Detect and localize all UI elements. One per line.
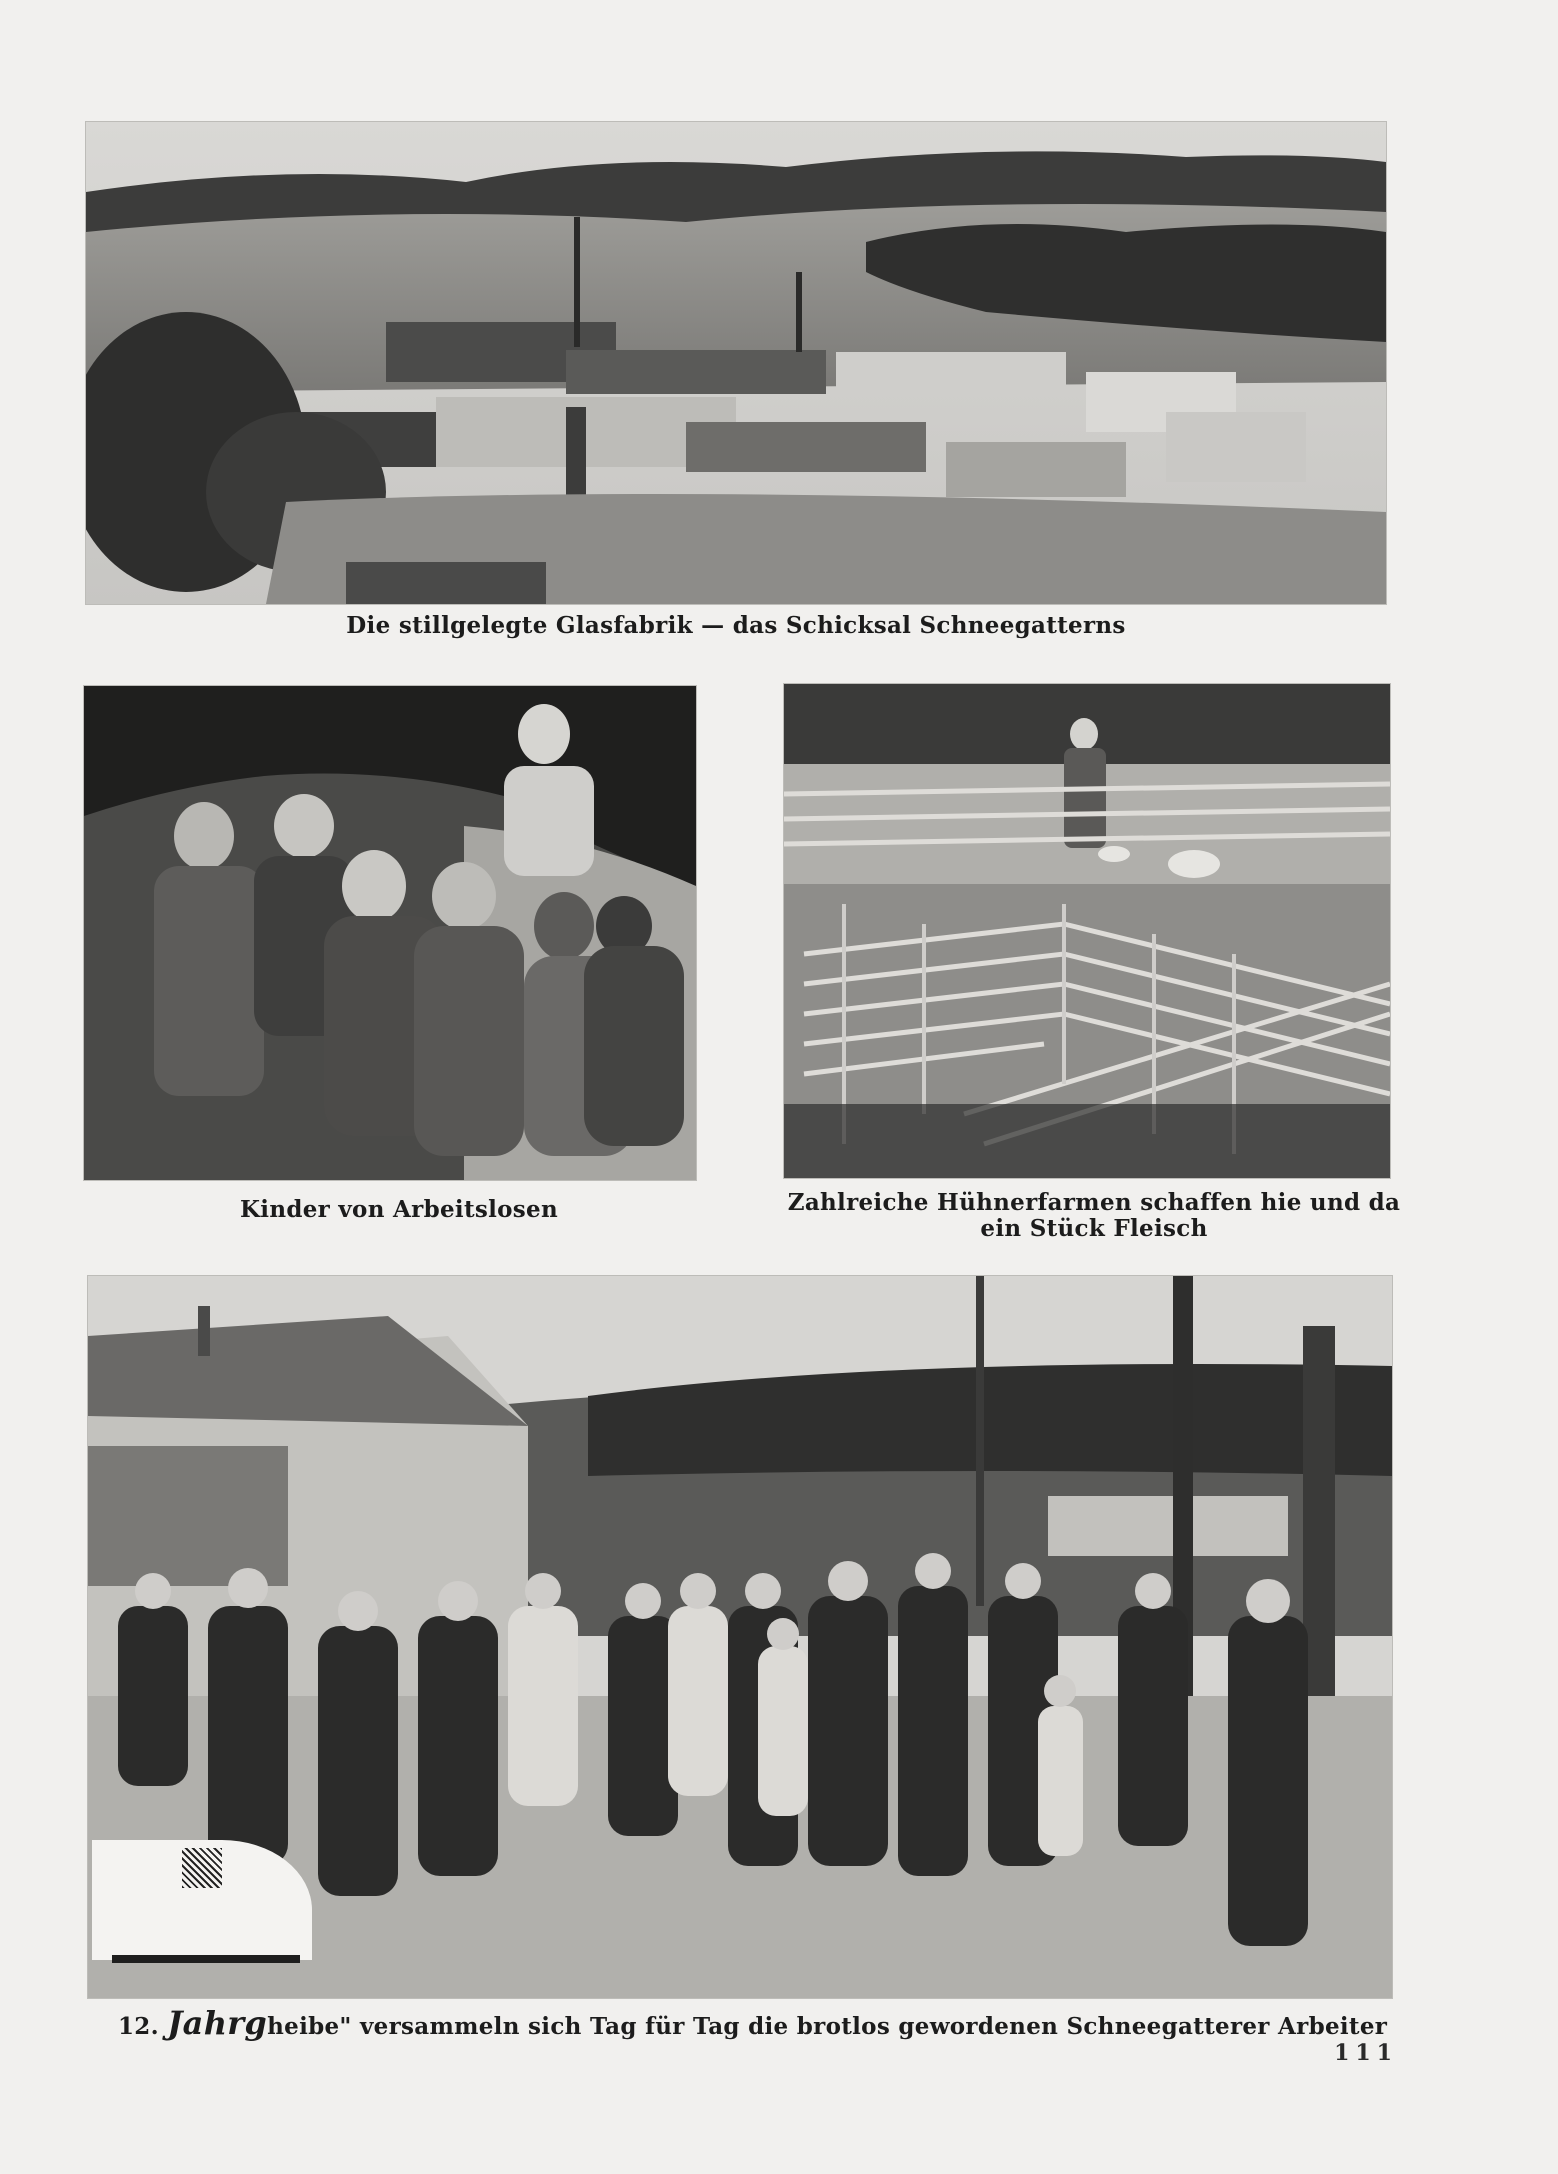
top-photo-caption: Die stillgelegte Glasfabrik — das Schicksal Schneegatterns — [346, 612, 1126, 639]
chicken-farm-caption — [784, 1190, 1404, 1242]
printed-hatch-mark — [182, 1848, 222, 1888]
bottom-photo-caption — [118, 2004, 1387, 2042]
children-photo — [84, 686, 696, 1180]
children-photo-caption: Kinder von Arbeitslosen — [240, 1196, 558, 1223]
black-rule-bar — [112, 1955, 300, 1963]
chicken-farm-photo — [784, 684, 1390, 1178]
page-number: 111 — [1334, 2040, 1398, 2066]
caption-prefix: 12. — [118, 2013, 159, 2040]
caption-jahrg: Jahrg — [167, 2004, 268, 2042]
chicken-farm-caption-line1: Zahlreiche Hühnerfarmen schaffen hie und da — [787, 1189, 1401, 1216]
caption-rest: heibe" versammeln sich Tag für Tag die brotlos gewordenen Schneegatterer Arbeiter — [267, 2013, 1388, 2040]
glass-factory-village-photo — [86, 122, 1386, 604]
chicken-farm-caption-line2: ein Stück Fleisch — [980, 1215, 1208, 1242]
